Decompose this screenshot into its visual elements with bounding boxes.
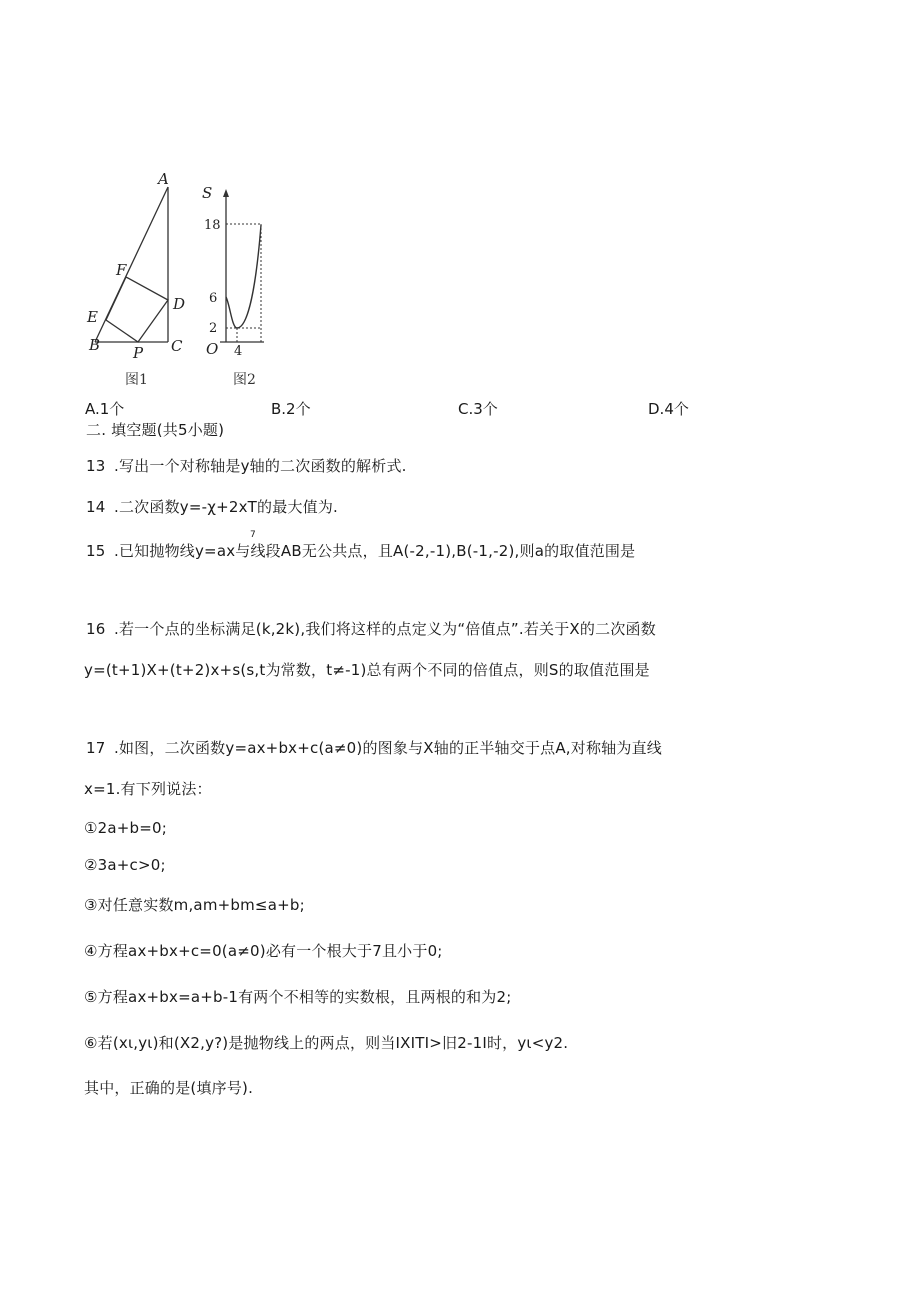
square-edfp: [106, 277, 168, 342]
question-number: 15: [86, 542, 106, 560]
s-curve: [226, 225, 261, 328]
closing-line: 其中，正确的是(填序号).: [84, 1079, 254, 1097]
tick-18: 18: [204, 218, 221, 233]
question-text: .如图，二次函数y=ax+bx+c(a≠0)的图象与X轴的正半轴交于点A,对称轴为直线: [114, 739, 662, 757]
label-f: F: [116, 261, 127, 279]
option-d: D.4个: [648, 400, 689, 418]
option-b: B.2个: [271, 400, 311, 418]
label-b: B: [89, 336, 101, 354]
option-c: C.3个: [458, 400, 498, 418]
question-number: 14: [86, 498, 106, 516]
figure-2: [220, 189, 264, 342]
question-16: [86, 619, 656, 639]
label-a: A: [158, 170, 169, 188]
label-p: P: [133, 344, 144, 362]
question-text: .若一个点的坐标满足(k,2k),我们将这样的点定义为“倍值点”.若关于X的二次函数: [114, 620, 656, 638]
y-axis-arrow: [223, 189, 229, 197]
label-c: C: [171, 337, 183, 355]
statement-5: ⑤方程ax+bx=a+b-1有两个不相等的实数根，且两根的和为2;: [84, 988, 512, 1006]
question-text: .写出一个对称轴是y轴的二次函数的解析式.: [114, 457, 407, 475]
section-title: 二. 填空题(共5小题): [86, 421, 225, 439]
figure-1-caption: 图1: [125, 372, 148, 388]
question-15: [86, 541, 635, 561]
tick-2: 2: [209, 321, 218, 336]
label-e: E: [87, 308, 98, 326]
origin-label: O: [206, 340, 219, 358]
question-14: [86, 497, 338, 517]
question-13: [86, 456, 407, 476]
statement-6: ⑥若(xι,yι)和(X2,y?)是抛物线上的两点，则当IXITI>旧2-1I时，yι<y2.: [84, 1034, 569, 1052]
question-number: 16: [86, 620, 106, 638]
question-17-cont: x=1.有下列说法：: [84, 780, 212, 798]
statement-4: ④方程ax+bx+c=0(a≠0)必有一个根大于7且小于0;: [84, 942, 443, 960]
figure-1: [95, 187, 168, 342]
question-text: .二次函数y=-χ+2xT的最大值为.: [114, 498, 339, 516]
superscript-7: 7: [250, 530, 256, 540]
question-text: .已知抛物线y=ax与线段AB无公共点，且A(-2,-1),B(-1,-2),则a的取值范围是: [114, 542, 636, 560]
option-a: A.1个: [85, 400, 125, 418]
question-number: 13: [86, 457, 106, 475]
statement-3: ③对任意实数m,am+bm≤a+b;: [84, 896, 305, 914]
statement-2: ②3a+c>0;: [84, 856, 166, 874]
label-d: D: [173, 295, 186, 313]
figure-2-caption: 图2: [233, 372, 256, 388]
question-16-cont: y=(t+1)X+(t+2)x+s(s,t为常数，t≠-1)总有两个不同的倍值点，则S的取值范围是: [84, 661, 650, 679]
tick-6: 6: [209, 291, 218, 306]
axis-label-s: S: [202, 184, 213, 202]
tick-x-4: 4: [234, 344, 243, 359]
question-17: [86, 738, 662, 758]
figure-group: [80, 165, 280, 395]
statement-1: ①2a+b=0;: [84, 819, 168, 837]
question-number: 17: [86, 739, 106, 757]
